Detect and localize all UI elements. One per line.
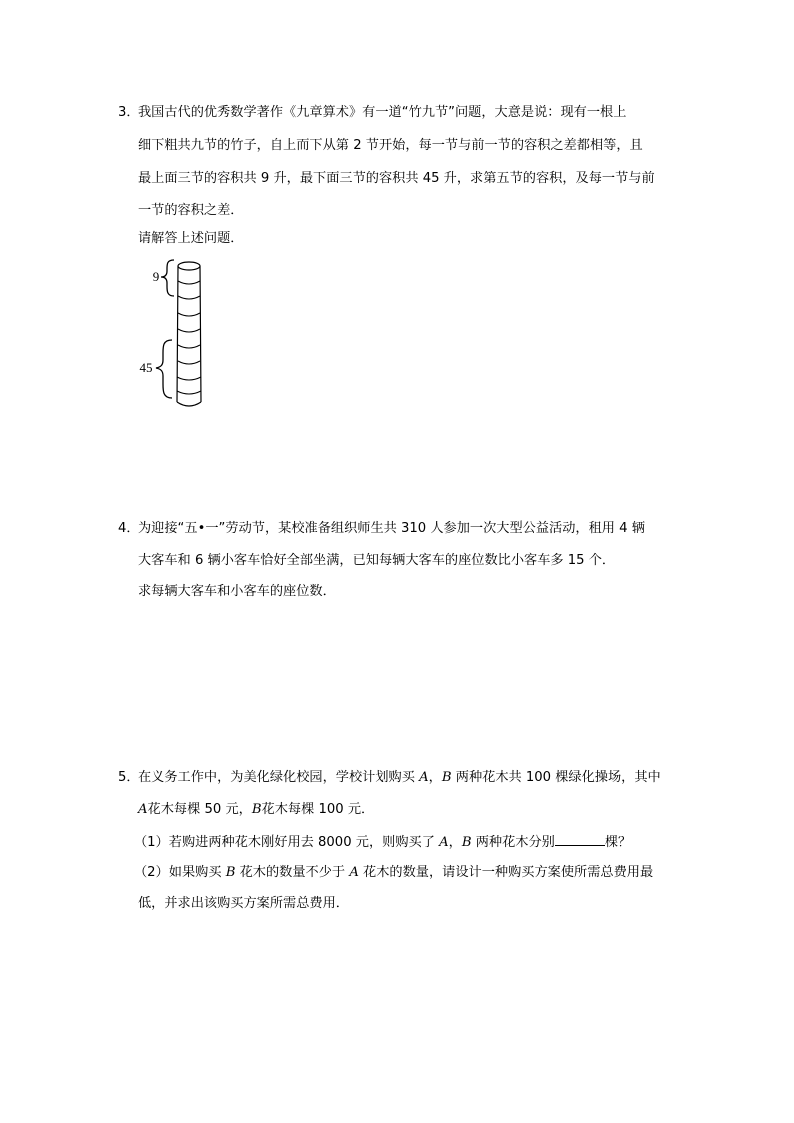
bamboo-figure [134, 256, 214, 412]
q5-number: 5． [118, 770, 140, 785]
q5-text-2a: 花木每棵 50 元， [147, 802, 252, 817]
q5-sub2-text-a: （2）如果购买 [134, 865, 226, 880]
q5-sub-2-line-2: 低，并求出该购买方案所需总费用． [138, 896, 349, 911]
q5-sub1-var-a: A [439, 835, 449, 850]
q5-var-b: B [441, 770, 452, 785]
answer-blank[interactable] [555, 832, 605, 846]
q3-number: 3． [118, 105, 140, 120]
q4-number: 4． [118, 521, 140, 536]
q5-sub1-text-b: ， [448, 835, 462, 850]
bamboo-segment-lines [177, 281, 201, 394]
figure-label-bottom: 45 [139, 360, 153, 375]
bamboo-body [177, 266, 201, 402]
q5-text-2b: 花木每棵 100 元． [261, 802, 375, 817]
q5-sub1-text-a: （1）若购进两种花木刚好用去 8000 元，则购买了 [134, 835, 440, 850]
q5-text-1a: 在义务工作中，为美化绿化校园，学校计划购买 [138, 770, 420, 785]
q5-sub2-var-a: A [349, 865, 359, 880]
q5-line-1 [118, 769, 661, 787]
q5-sub2-text-c: 花木的数量，请设计一种购买方案使所需总费用最 [358, 865, 654, 880]
bottom-brace [156, 340, 172, 398]
q5-sub2-text-b: 花木的数量不少于 [235, 865, 350, 880]
q5-sub1-var-b: B [461, 835, 472, 850]
q5-line-2 [138, 801, 374, 819]
q3-line-2: 细下粗共九节的竹子，自上而下从第 2 节开始，每一节与前一节的容积之差都相等，且 [138, 138, 643, 153]
top-brace [161, 260, 174, 296]
figure-label-top: 9 [152, 269, 160, 284]
q3-line-4: 一节的容积之差． [138, 203, 244, 218]
q5-var-a-2: A [138, 802, 148, 817]
q5-var-b-2: B [251, 802, 262, 817]
q5-sub1-text-c: 两种花木分别 [471, 835, 555, 850]
q3-line-3: 最上面三节的容积共 9 升，最下面三节的容积共 45 升，求第五节的容积，及每一节与前 [138, 171, 655, 186]
bamboo-top-ellipse [178, 262, 200, 270]
q5-var-a: A [419, 770, 429, 785]
q3-text-1: 我国古代的优秀数学著作《九章算术》有一道“竹九节”问题，大意是说：现有一根上 [138, 105, 627, 120]
q5-sub-2 [134, 864, 653, 882]
q3-line-1 [118, 104, 626, 122]
q5-sub-1 [134, 832, 631, 852]
q5-text-1b: ， [428, 770, 442, 785]
q4-line-1 [118, 520, 645, 538]
q5-sub2-var-b: B [225, 865, 236, 880]
bamboo-bottom-arc [177, 402, 201, 406]
q3-line-5: 请解答上述问题． [138, 231, 244, 246]
q4-text-1: 为迎接“五•一”劳动节，某校准备组织师生共 310 人参加一次大型公益活动，租用 4 辆 [138, 521, 645, 536]
q5-text-1c: 两种花木共 100 棵绿化操场，其中 [451, 770, 661, 785]
q5-sub1-text-d: 棵？ [604, 835, 632, 850]
q4-line-2: 大客车和 6 辆小客车恰好全部坐满，已知每辆大客车的座位数比小客车多 15 个． [138, 553, 616, 568]
q4-line-3: 求每辆大客车和小客车的座位数． [138, 584, 336, 599]
